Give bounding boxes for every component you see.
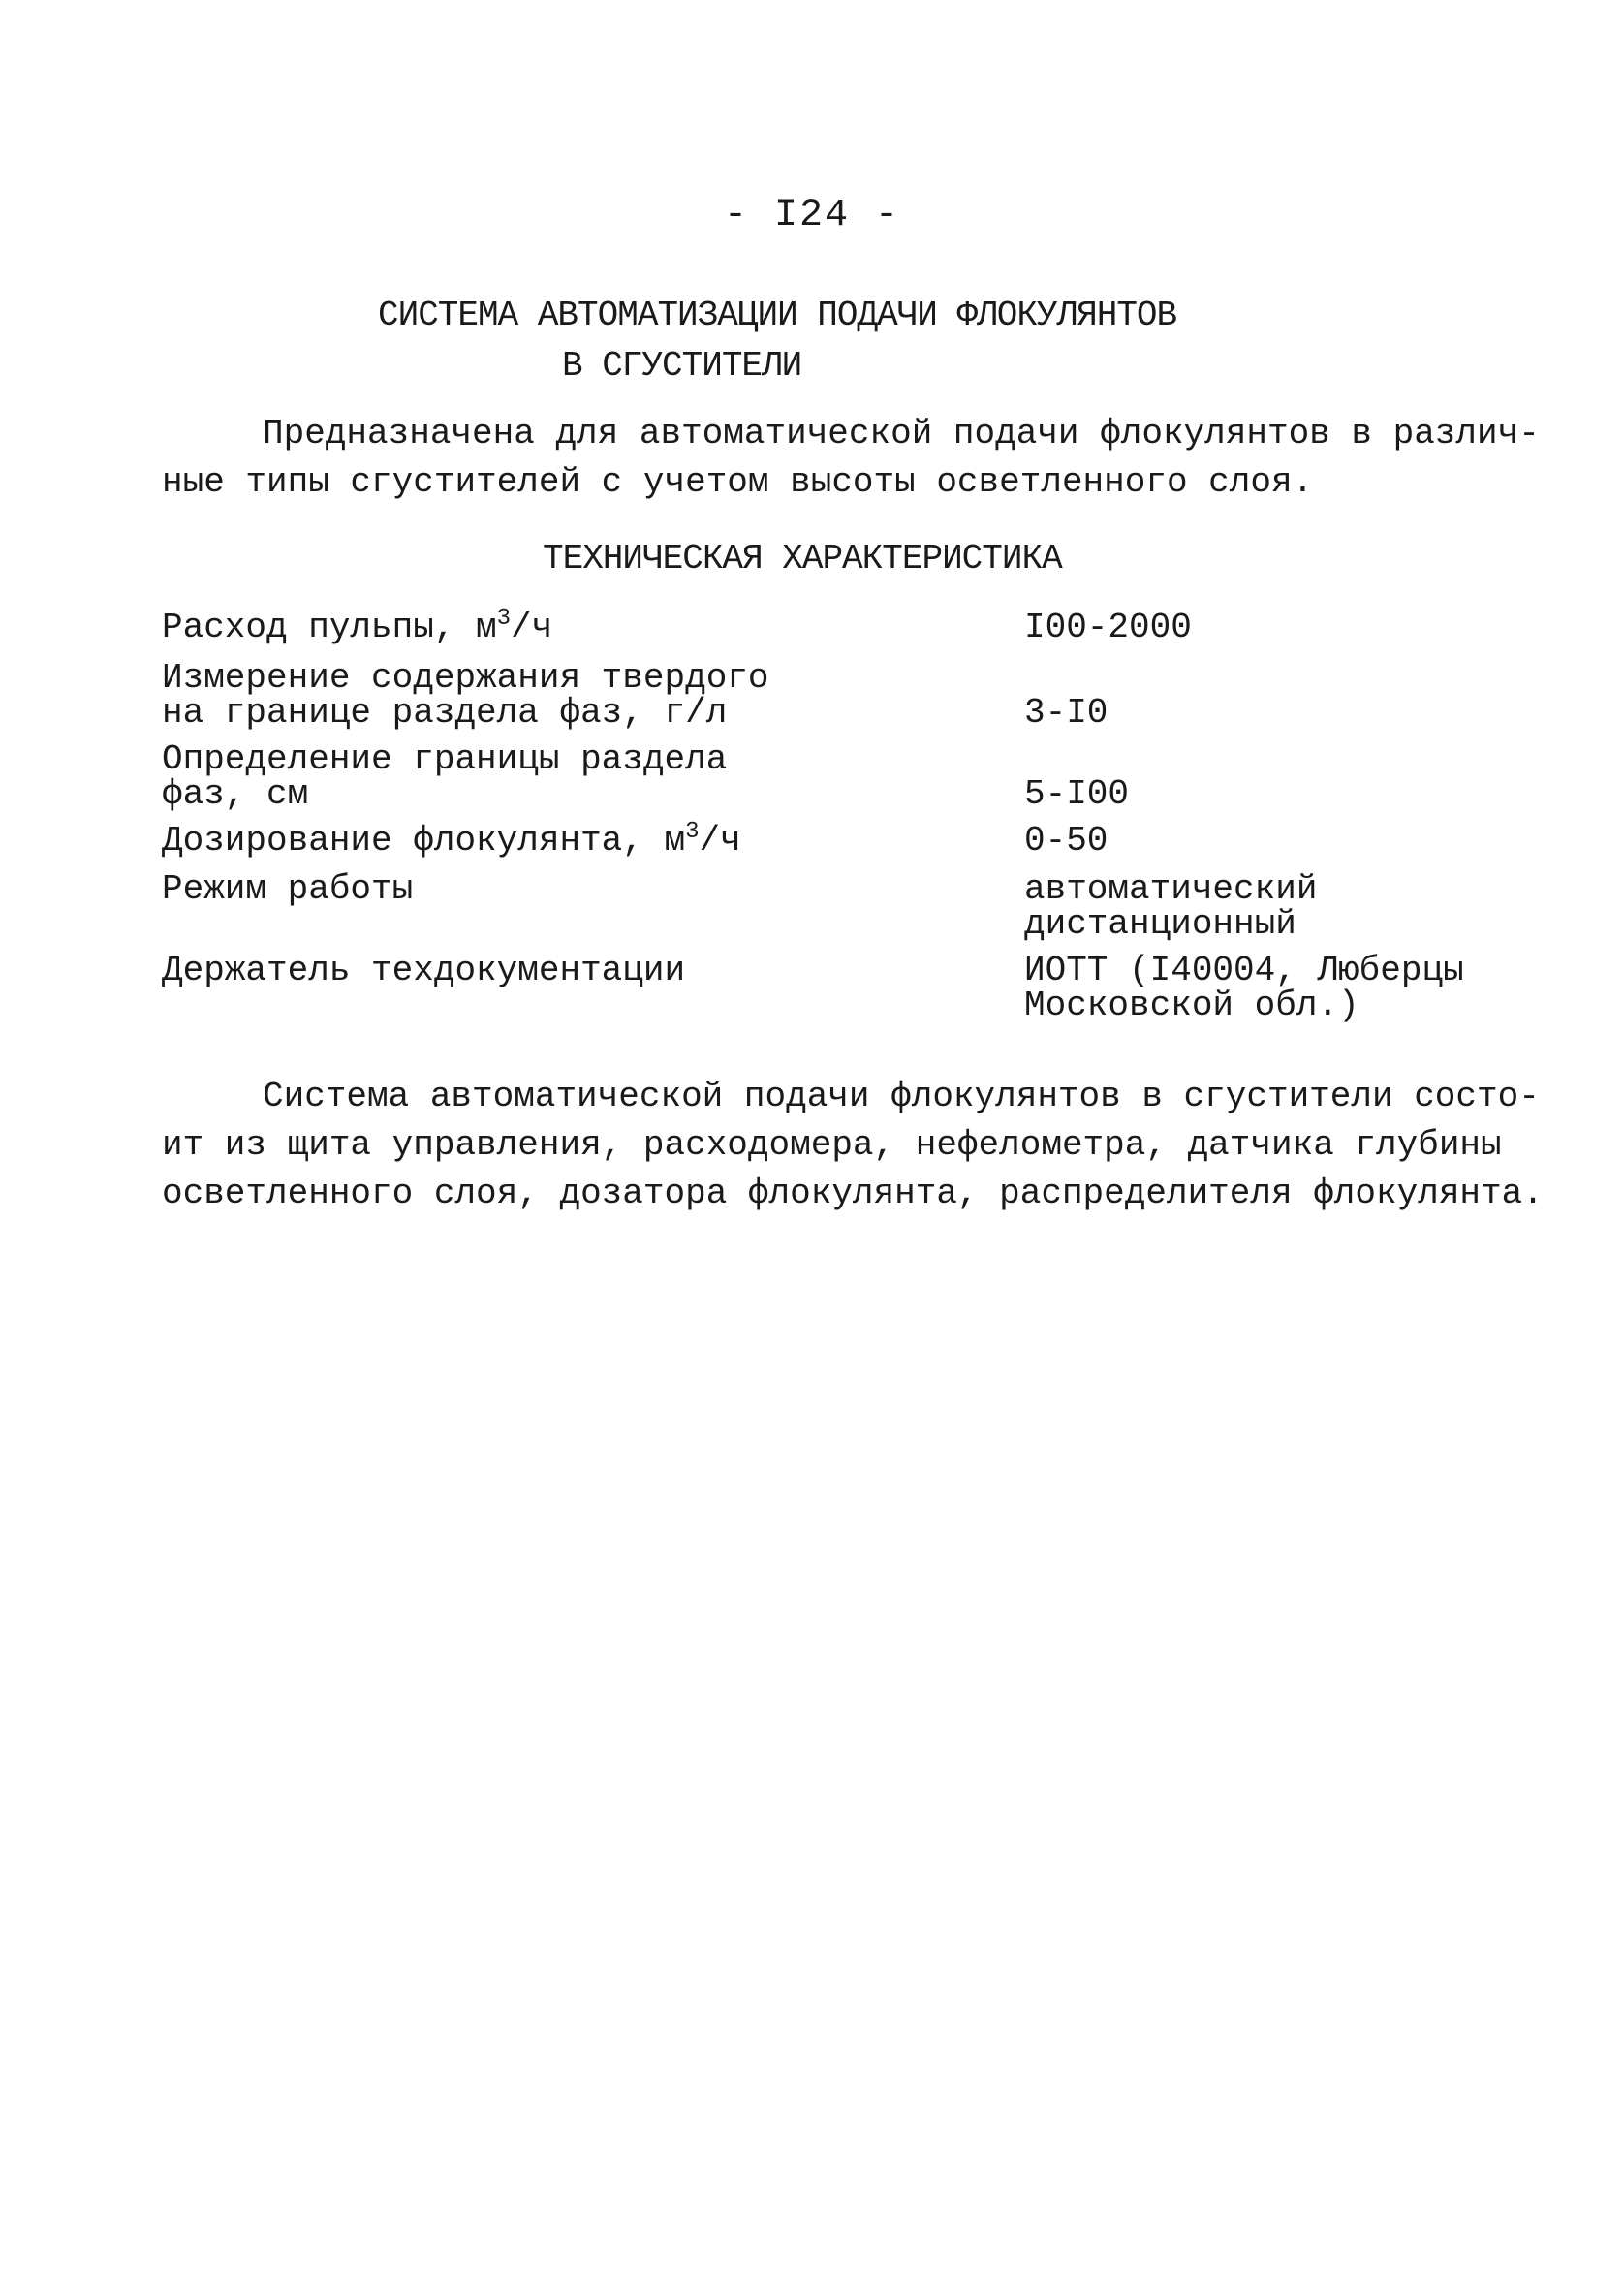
spec-label-line: Режим работы (162, 869, 414, 909)
spec-value (1024, 774, 1518, 814)
spec-label-text: Расход пульпы, м (162, 608, 497, 647)
spec-value-line: ИОТТ (I40004, Люберцы (1024, 951, 1464, 990)
closing-line-1: Система автоматической подачи флокулянтов в сгустители состо- (263, 1077, 1540, 1116)
intro-line-1: Предназначена для автоматической подачи флокулянтов в различ- (263, 414, 1540, 454)
document-title-line-1: СИСТЕМА АВТОМАТИЗАЦИИ ПОДАЧИ ФЛОКУЛЯНТОВ (378, 296, 1177, 335)
spec-value-line: автоматический (1024, 869, 1318, 909)
spec-value-line: 5-I00 (1024, 774, 1130, 814)
superscript: 3 (496, 606, 512, 632)
spec-heading: ТЕХНИЧЕСКАЯ ХАРАКТЕРИСТИКА (543, 539, 1062, 579)
spec-value (1024, 821, 1518, 861)
spec-label (162, 606, 956, 647)
spec-label-unit: /ч (511, 608, 553, 647)
superscript: 3 (685, 819, 700, 845)
closing-paragraph (162, 1073, 1544, 1218)
page-number: - I24 - (723, 194, 901, 237)
document-title-line-2: В СГУСТИТЕЛИ (562, 346, 802, 386)
spec-label (162, 869, 956, 909)
intro-paragraph (162, 410, 1540, 507)
spec-label (162, 658, 956, 733)
intro-line-2: ные типы сгустителей с учетом высоты осветленного слоя. (162, 462, 1314, 502)
spec-value (1024, 869, 1518, 944)
spec-label-unit: /ч (699, 821, 741, 861)
closing-line-3: осветленного слоя, дозатора флокулянта, распределителя флокулянта. (162, 1174, 1544, 1213)
spec-label-line: Держатель техдокументации (162, 951, 686, 990)
spec-value-line: дистанционный (1024, 904, 1296, 944)
spec-value-line: 3-I0 (1024, 693, 1109, 733)
spec-label-line: на границе раздела фаз, г/л (162, 693, 728, 733)
spec-label-line: Определение границы раздела (162, 739, 728, 779)
spec-value (1024, 951, 1518, 1025)
spec-label-line: Измерение содержания твердого (162, 658, 769, 698)
spec-value-line: I00-2000 (1024, 608, 1192, 647)
spec-label-line: фаз, см (162, 774, 309, 814)
spec-label (162, 819, 956, 861)
spec-label (162, 951, 956, 990)
spec-value-line: 0-50 (1024, 821, 1109, 861)
closing-line-2: ит из щита управления, расходомера, нефелометра, датчика глубины (162, 1125, 1502, 1165)
spec-value (1024, 693, 1518, 733)
spec-label-text: Дозирование флокулянта, м (162, 821, 686, 861)
spec-label (162, 739, 956, 814)
spec-value-line: Московской обл.) (1024, 986, 1359, 1025)
spec-value (1024, 608, 1518, 647)
